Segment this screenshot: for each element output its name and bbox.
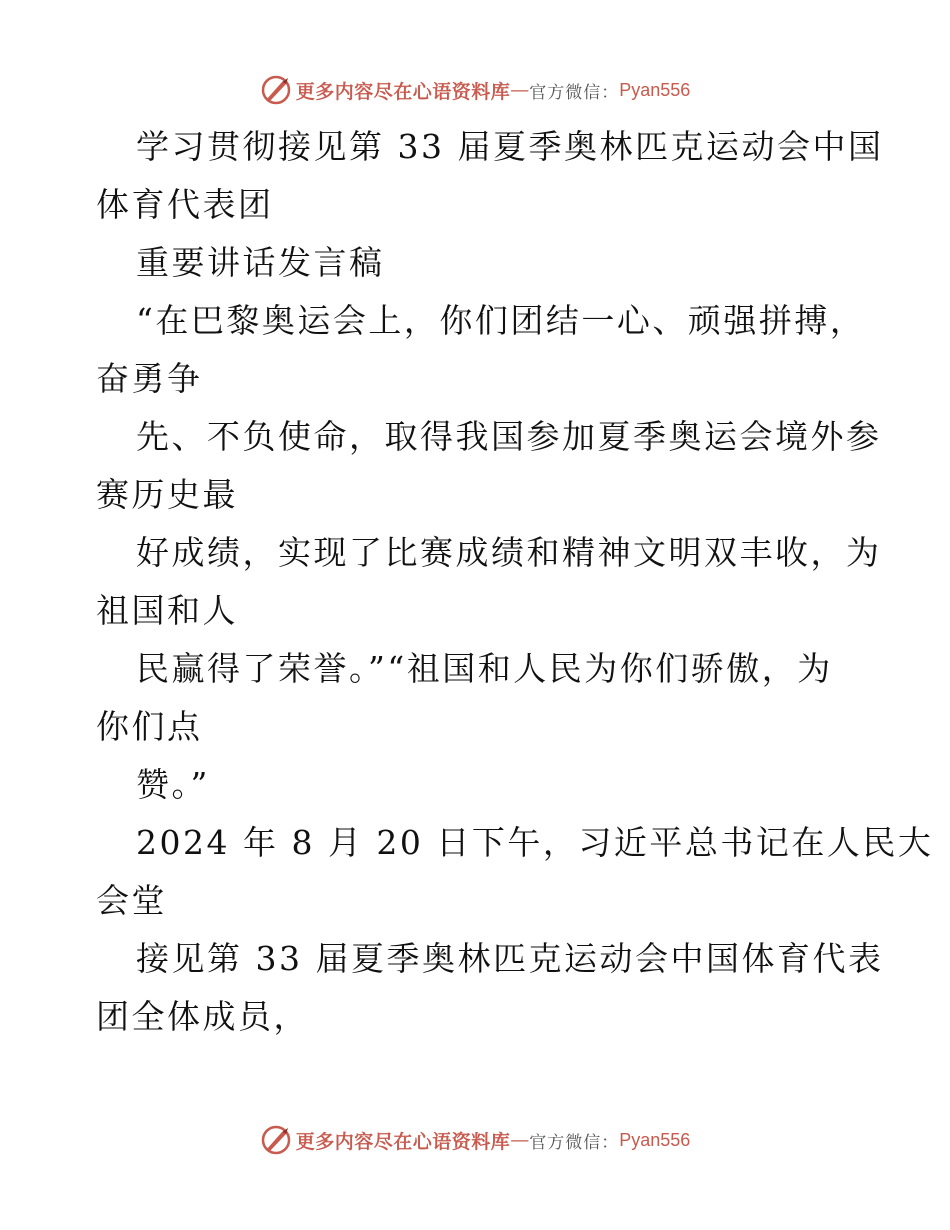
banner-wechat-id: Pyan556 [619, 79, 691, 100]
footer-banner [0, 1120, 950, 1160]
doc-line: 祖国和人 [96, 591, 238, 630]
doc-line: 体育代表团 [96, 185, 274, 224]
doc-line: 学习贯彻接见第 33 届夏季奥林匹克运动会中国 [136, 127, 884, 166]
doc-line: 赛历史最 [96, 475, 238, 514]
header-banner [0, 70, 950, 110]
banner-main-text: 更多内容尽在心语资料库 [295, 1130, 511, 1153]
doc-line: 团全体成员， [96, 997, 309, 1036]
quill-pen-circle-icon [260, 1124, 292, 1156]
banner-label: 官方微信： [529, 82, 620, 103]
doc-line: 你们点 [96, 707, 203, 746]
doc-line: “在巴黎奥运会上，你们团结一心、顽强拼搏， [136, 301, 866, 340]
doc-line: 接见第 33 届夏季奥林匹克运动会中国体育代表 [136, 939, 884, 978]
banner-dash: — [510, 79, 530, 101]
doc-line: 重要讲话发言稿 [136, 243, 385, 282]
quill-pen-circle-icon [260, 74, 292, 106]
banner-wechat-id: Pyan556 [619, 1129, 691, 1150]
doc-line: 民赢得了荣誉。”“祖国和人民为你们骄傲，为 [136, 649, 833, 688]
doc-line: 好成绩，实现了比赛成绩和精神文明双丰收，为 [136, 533, 882, 572]
banner-main-text: 更多内容尽在心语资料库 [295, 80, 511, 103]
doc-line: 奋勇争 [96, 359, 203, 398]
doc-line: 赞。” [136, 765, 210, 804]
doc-line: 会堂 [96, 881, 167, 920]
doc-line: 先、不负使命，取得我国参加夏季奥运会境外参 [136, 417, 882, 456]
doc-line: 2024 年 8 月 20 日下午，习近平总书记在人民大 [136, 823, 934, 862]
banner-label: 官方微信： [529, 1132, 620, 1153]
document-body [96, 118, 934, 1046]
banner-dash: — [510, 1129, 530, 1151]
